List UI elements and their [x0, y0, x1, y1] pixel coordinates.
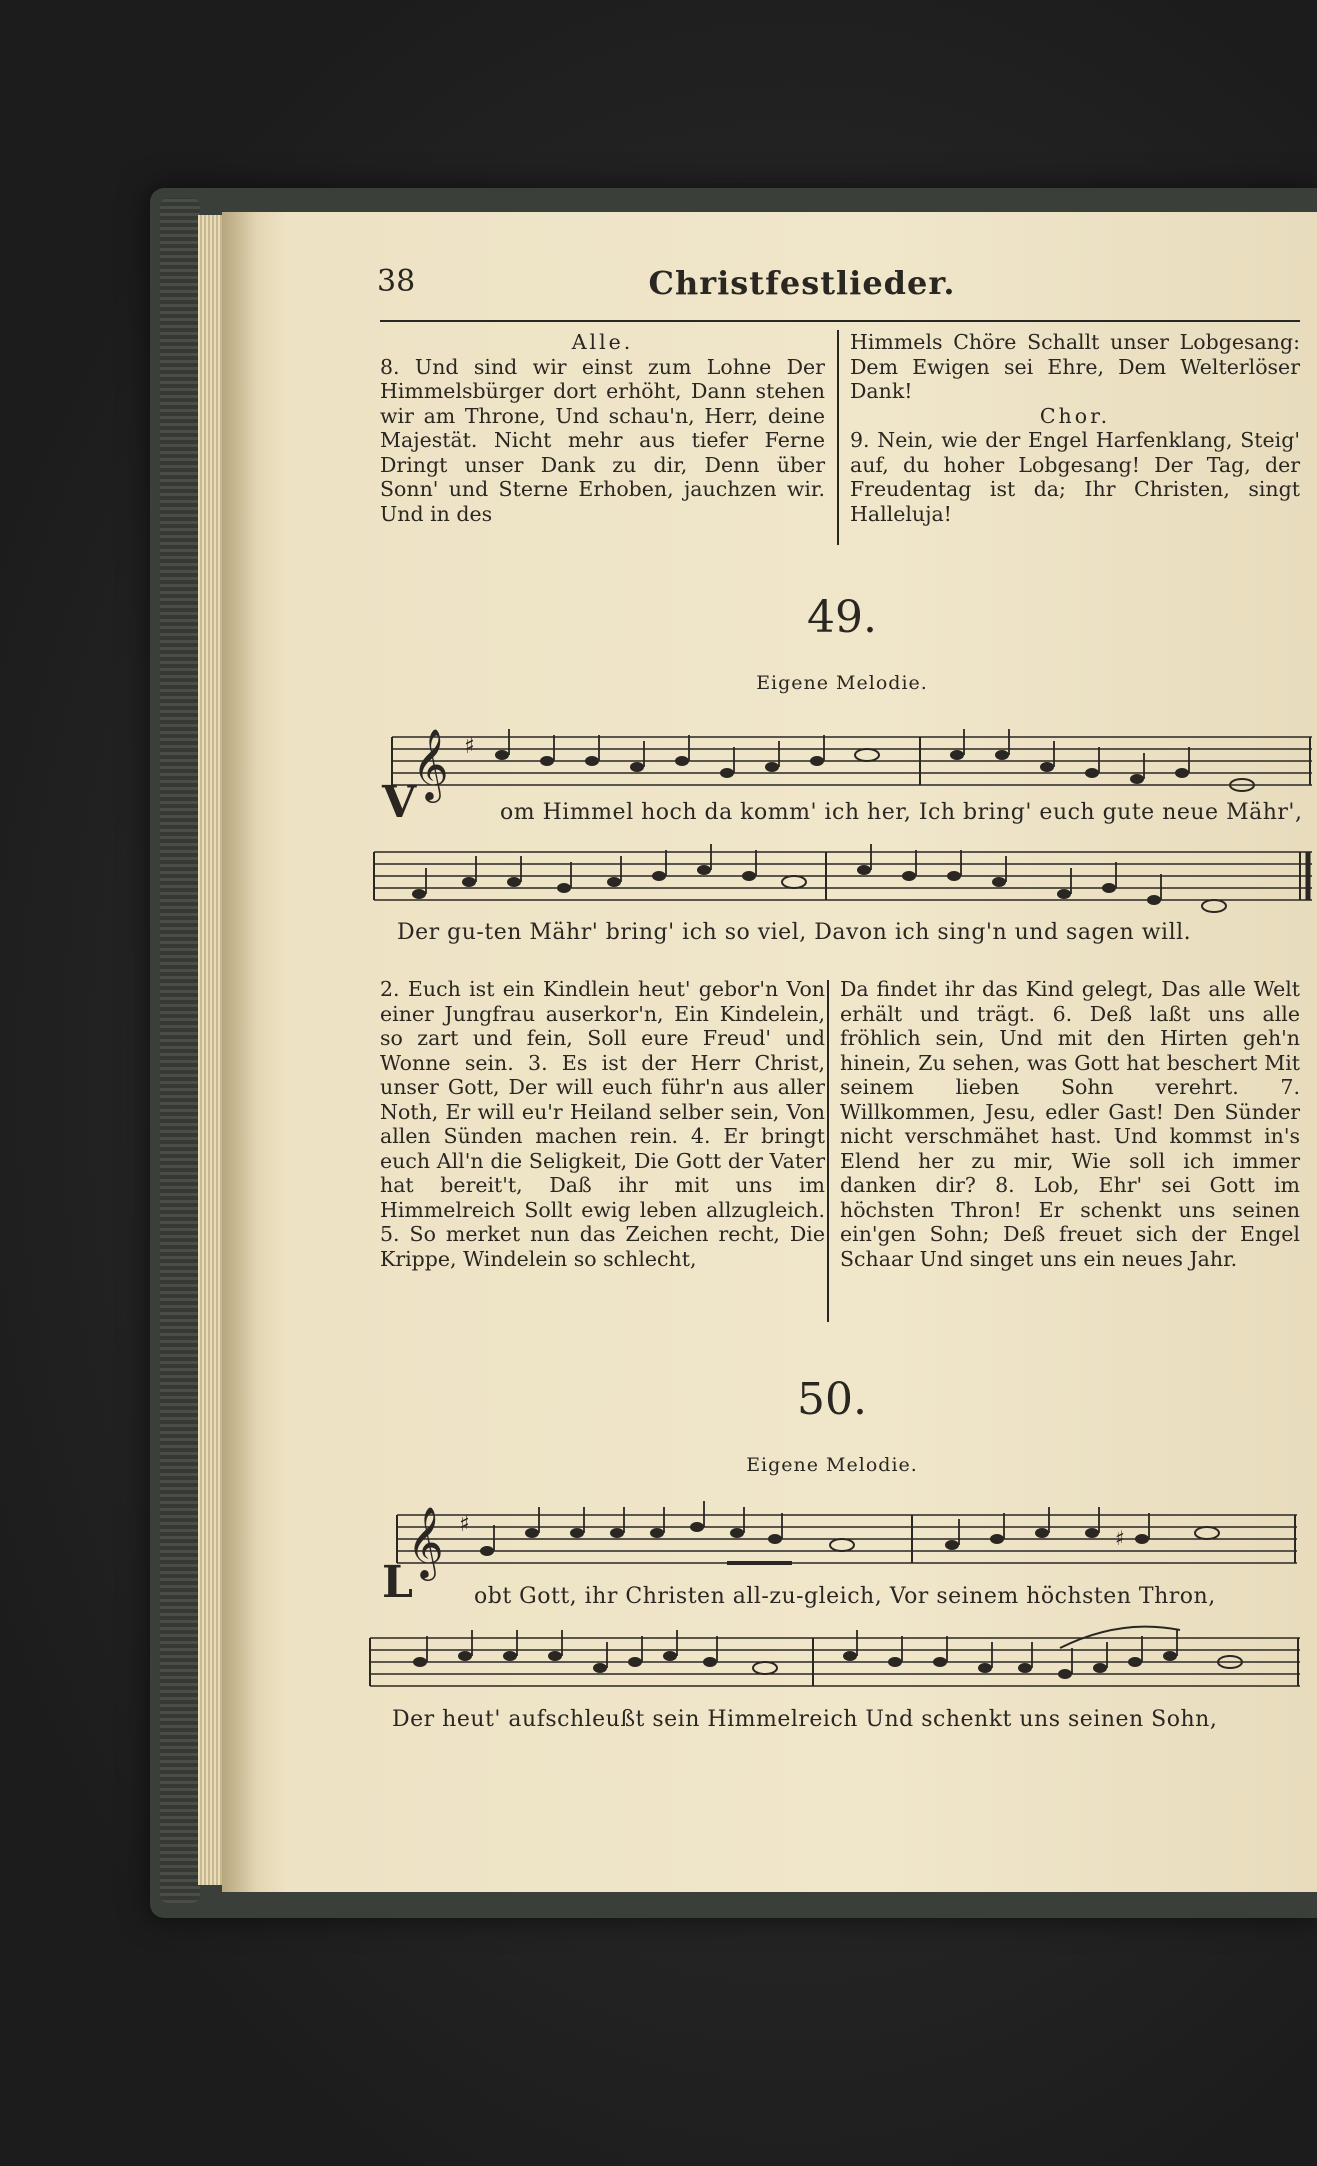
- staff-lines: [374, 852, 1312, 900]
- staff-lines: [392, 737, 1312, 785]
- music-staff-49-2: [374, 842, 1312, 912]
- column-rule: [827, 980, 829, 1322]
- verse-text: Himmels Chöre Schallt unser Lobgesang: Dem Ewigen sei Ehre, Dem Welterlöser Dank!: [850, 330, 1300, 403]
- top-left-column: [380, 330, 825, 526]
- music-staff-49-1: [392, 727, 1312, 800]
- melody-label: Eigene Melodie.: [756, 672, 928, 694]
- notes: [495, 729, 1254, 791]
- verse-text: 9. Nein, wie der Engel Harfenklang, Steig' auf, du hoher Lobgesang! Der Tag, der Freudentag ist da; Ihr Christen, singt Halleluja!: [850, 428, 1300, 526]
- section-label: Alle.: [571, 330, 634, 354]
- verse-text: 2. Euch ist ein Kindlein heut' gebor'n Von einer Jungfrau auserkor'n, Ein Kindelein, so zart und fein, Soll eure Freud' und Wonne sein. 3. Es ist der Herr Christ, unser Gott, Der will euch führ'n aus aller Noth, Er will eu'r Heiland selber sein, Von allen Sünden machen rein. 4. Er bringt euch All'n die Seligkeit, Die Gott der Vater hat bereit't, Daß ihr mit uns im Himmelreich Sollt ewig leben allzugleich. 5. So merket nun das Zeichen recht, Die Krippe, Windelein so schlecht,: [380, 977, 825, 1271]
- header-rule: [380, 320, 1300, 322]
- lyric-line: Der gu-ten Mähr' bring' ich so viel, Davon ich sing'n und sagen will.: [397, 920, 1192, 945]
- hymn-number: 50.: [797, 1374, 867, 1425]
- sharp-icon: ♯: [459, 1512, 470, 1537]
- treble-clef-icon: 𝄞: [407, 1505, 444, 1578]
- music-staff-50-1: [397, 1505, 1297, 1578]
- hymn-number: 49.: [807, 592, 877, 643]
- hymn49-left-column: [380, 977, 825, 1271]
- verse-text: Da findet ihr das Kind gelegt, Das alle Welt erhält und trägt. 6. Deß laßt uns alle fröhlich sein, Und mit den Hirten geh'n hinein, Zu sehen, was Gott hat beschert Mit seinem lieben Sohn verehrt. 7. Willkommen, Jesu, edler Gast! Den Sünder nicht verschmähet hast. Und kommst in's Elend her zu mir, Wie soll ich immer danken dir? 8. Lob, Ehr' sei Gott im höchsten Thron! Er schenkt uns seinen ein'gen Sohn; Deß freuet sich der Engel Schaar Und singet uns ein neues Jahr.: [840, 977, 1300, 1271]
- notes: [412, 844, 1226, 912]
- book-page: [222, 212, 1317, 1892]
- sharp-icon: ♯: [1115, 1526, 1125, 1550]
- sharp-icon: ♯: [464, 734, 475, 759]
- lyric-line: obt Gott, ihr Christen all-zu-gleich, Vor seinem höchsten Thron,: [474, 1584, 1216, 1609]
- notes: [413, 1627, 1242, 1679]
- music-staff-50-2: [370, 1624, 1300, 1699]
- lyric-line: Der heut' aufschleußt sein Himmelreich Und schenkt uns seinen Sohn,: [392, 1707, 1218, 1732]
- running-title: Christfestlieder.: [648, 264, 956, 302]
- drop-initial: L: [382, 1557, 413, 1608]
- page-header: [377, 264, 1227, 314]
- hymn49-right-column: [840, 977, 1300, 1271]
- page-number: 38: [377, 264, 416, 299]
- treble-clef-icon: 𝄞: [412, 727, 449, 800]
- section-label: Chor.: [1039, 403, 1111, 428]
- column-rule: [837, 330, 839, 545]
- verse-text: 8. Und sind wir einst zum Lohne Der Himmelsbürger dort erhöht, Dann stehen wir am Throne, Und schau'n, Herr, deine Majestät. Nicht mehr aus tiefer Ferne Dringt unser Dank zu dir, Denn über Sonn' und Sterne Erhoben, jauchzen wir. Und in des: [380, 354, 825, 526]
- staff-lines: [370, 1638, 1300, 1686]
- drop-initial: V: [382, 777, 417, 828]
- top-right-column: [850, 330, 1300, 526]
- notes: [480, 1501, 1219, 1563]
- lyric-line: om Himmel hoch da komm' ich her, Ich bring' euch gute neue Mähr',: [500, 800, 1303, 825]
- melody-label: Eigene Melodie.: [746, 1454, 918, 1476]
